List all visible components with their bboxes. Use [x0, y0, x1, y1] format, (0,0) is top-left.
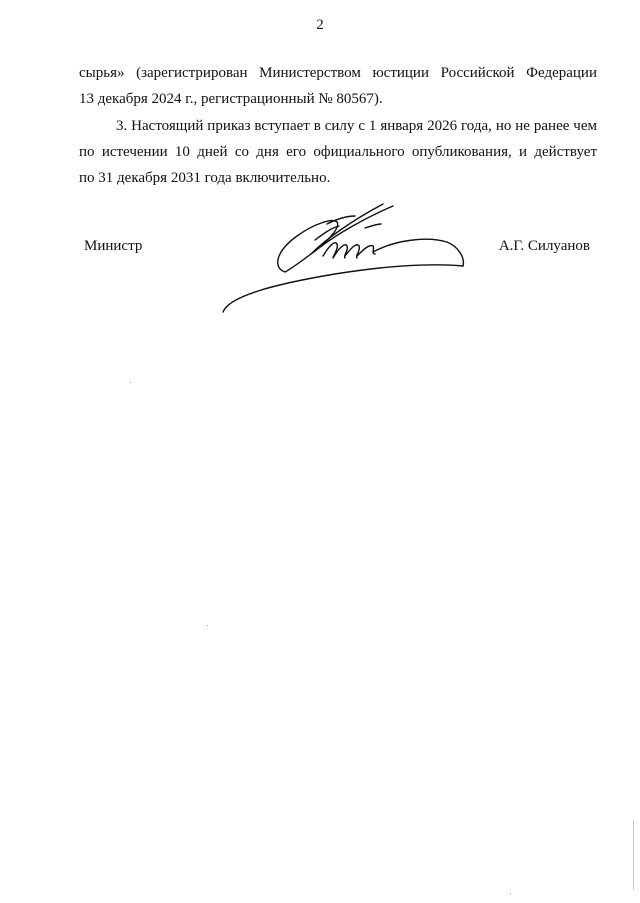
- page-number: 2: [316, 17, 324, 33]
- scan-speck: [207, 625, 208, 626]
- paragraph-line: 13 декабря 2024 г., регистрационный № 80567).: [79, 91, 383, 107]
- scan-edge-line: [633, 820, 634, 890]
- scan-speck: [130, 382, 131, 383]
- paragraph-line: 3. Настоящий приказ вступает в силу с 1 января 2026 года, но не ранее чем: [116, 118, 597, 134]
- paragraph-line: сырья» (зарегистрирован Министерством юстиции Российской Федерации: [79, 65, 597, 81]
- signatory-title: Министр: [84, 238, 143, 254]
- paragraph-1: [79, 60, 597, 112]
- paragraph-line: по истечении 10 дней со дня его официального опубликования, и действует: [79, 144, 597, 160]
- paragraph-line: по 31 декабря 2031 года включительно.: [79, 170, 331, 186]
- scan-speck: [510, 893, 511, 894]
- paragraph-2: [79, 113, 597, 191]
- signatory-name: А.Г. Силуанов: [498, 238, 590, 254]
- handwritten-signature: [215, 200, 475, 315]
